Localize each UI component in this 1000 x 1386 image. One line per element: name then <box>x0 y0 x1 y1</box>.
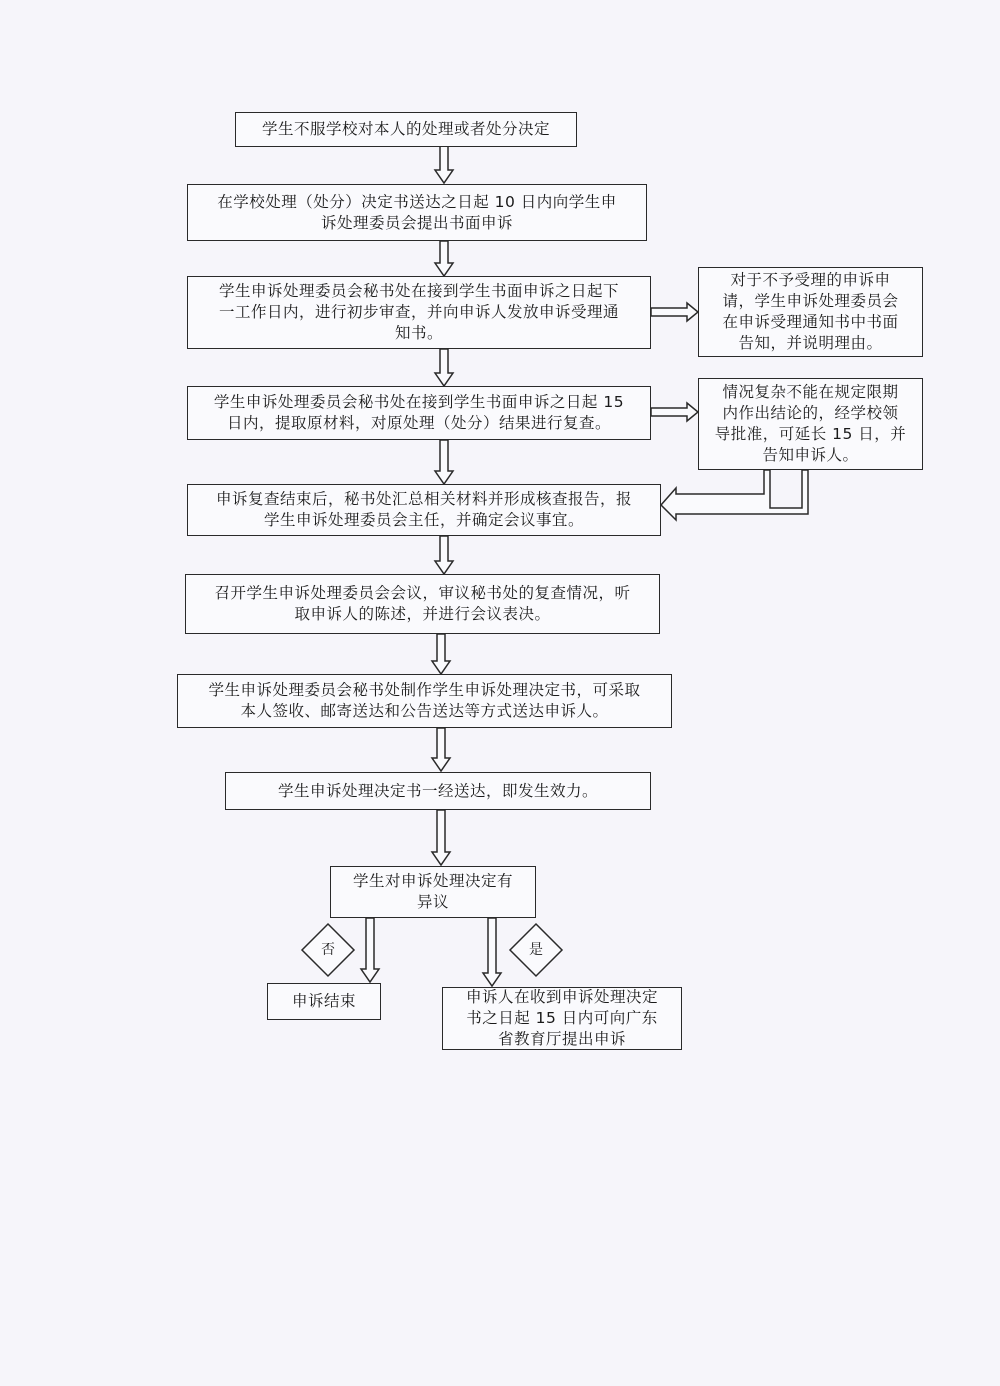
arrow-right-1 <box>651 303 698 321</box>
arrow-down-4 <box>435 440 453 484</box>
decision-box <box>330 866 536 918</box>
arrow-right-2 <box>651 403 698 421</box>
step-4-box <box>187 386 651 440</box>
step-4-text: 学生申诉处理委员会秘书处在接到学生书面申诉之日起 15 日内，提取原材料，对原处理（处分）结果进行复查。 <box>213 393 625 432</box>
step-5-text: 申诉复查结束后，秘书处汇总相关材料并形成核查报告，报 学生申诉处理委员会主任，并确定会议事宜。 <box>215 490 632 529</box>
arrow-down-5 <box>435 536 453 574</box>
step-7-text: 学生申诉处理委员会秘书处制作学生申诉处理决定书，可采取 本人签收、邮寄送达和公告送达等方式送达申诉人。 <box>208 681 641 720</box>
outcome-end-text: 申诉结束 <box>291 992 356 1010</box>
step-6-text: 召开学生申诉处理委员会会议，审议秘书处的复查情况，听 取申诉人的陈述，并进行会议表决。 <box>214 584 631 623</box>
step-6-box <box>185 574 660 634</box>
yes-label: 是 <box>529 942 543 958</box>
arrow-yes <box>483 918 501 986</box>
arrow-down-3 <box>435 349 453 386</box>
arrow-down-6 <box>432 634 450 674</box>
side-note-1-box <box>698 267 923 357</box>
no-label: 否 <box>321 942 335 958</box>
arrow-no <box>361 918 379 982</box>
step-1-box <box>235 112 577 147</box>
step-3-box <box>187 276 651 349</box>
arrow-down-7 <box>432 728 450 771</box>
step-8-text: 学生申诉处理决定书一经送达，即发生效力。 <box>277 781 598 800</box>
arrow-down-2 <box>435 241 453 276</box>
step-1-text: 学生不服学校对本人的处理或者处分决定 <box>261 120 550 138</box>
step-7-box <box>177 674 672 728</box>
step-2-box <box>187 184 647 241</box>
arrow-down-8 <box>432 810 450 865</box>
step-3-text: 学生申诉处理委员会秘书处在接到学生书面申诉之日起下 一工作日内，进行初步审查，并向申诉人发放申诉受理通 知书。 <box>218 282 619 342</box>
decision-text: 学生对申诉处理决定有 异议 <box>352 872 513 911</box>
outcome-appeal-text: 申诉人在收到申诉处理决定 书之日起 15 日内可向广东 省教育厅提出申诉 <box>465 988 658 1048</box>
side-note-1-text: 对于不予受理的申诉申 请，学生申诉处理委员会 在申诉受理通知书中书面 告知，并说明理由。 <box>722 271 899 352</box>
arrow-return <box>661 470 808 520</box>
arrow-down-1 <box>435 146 453 183</box>
side-note-2-box <box>698 378 923 470</box>
side-note-2-text: 情况复杂不能在规定限期 内作出结论的，经学校领 导批准，可延长 15 日，并 告知申诉人。 <box>714 383 907 464</box>
outcome-end-box <box>267 983 381 1020</box>
outcome-appeal-box <box>442 987 682 1050</box>
step-5-box <box>187 484 661 536</box>
step-2-text: 在学校处理（处分）决定书送达之日起 10 日内向学生申 诉处理委员会提出书面申诉 <box>217 192 617 232</box>
step-8-box <box>225 772 651 810</box>
